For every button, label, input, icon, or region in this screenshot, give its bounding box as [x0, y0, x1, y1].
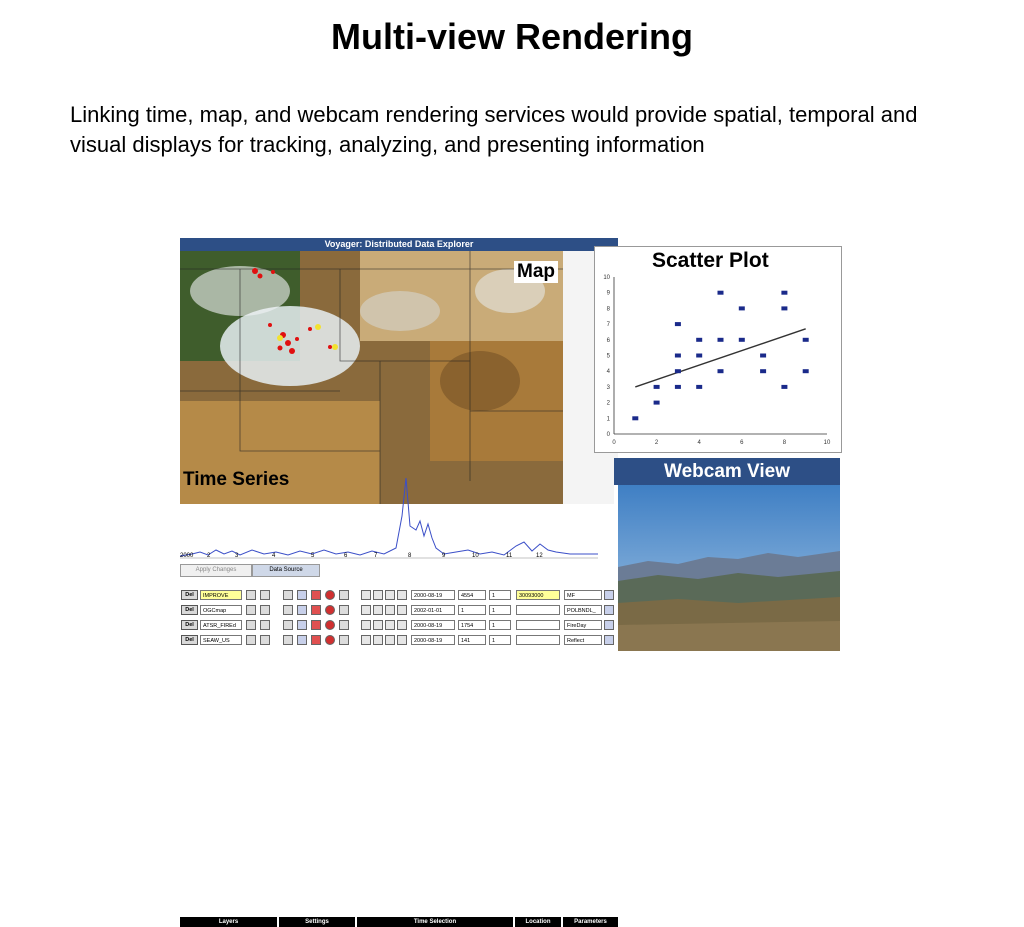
scatter-y-tick-label: 0 [606, 432, 610, 438]
scatter-trendline [635, 329, 805, 387]
refresh-icon[interactable] [604, 590, 614, 600]
layer-row [180, 604, 618, 617]
count-field[interactable]: 4554 [458, 590, 486, 600]
location-header: Location [515, 917, 561, 927]
previous-frame-icon[interactable] [373, 620, 383, 630]
parameter-field[interactable]: Reflect [564, 635, 602, 645]
move-up-icon[interactable] [246, 590, 256, 600]
scatter-y-tick-label: 9 [606, 290, 610, 297]
scatter-point [632, 416, 638, 420]
scatter-x-tick-label: 4 [697, 440, 701, 446]
scatter-y-tick-label: 5 [606, 353, 610, 360]
marker-style-icon[interactable] [325, 590, 335, 600]
color-swatch-icon[interactable] [311, 635, 321, 645]
scatter-y-tick-label: 1 [606, 416, 610, 423]
scatter-point [760, 369, 766, 373]
slide-body-text: Linking time, map, and webcam rendering services would provide spatial, temporal and visual displays for tracking, analyzing, and presenting information [70, 102, 918, 157]
count-field[interactable]: 1 [458, 605, 486, 615]
scatter-point [760, 354, 766, 358]
layer-row [180, 634, 618, 647]
scatter-point [739, 306, 745, 310]
scatter-x-tick-label: 10 [823, 440, 831, 446]
date-field[interactable]: 2000-08-19 [411, 620, 455, 630]
date-field[interactable]: 2000-08-19 [411, 635, 455, 645]
scatter-point [718, 338, 724, 342]
date-field[interactable]: 2002-01-01 [411, 605, 455, 615]
info-icon[interactable] [339, 620, 349, 630]
marker-style-icon[interactable] [325, 620, 335, 630]
scatter-x-tick-label: 2 [654, 440, 659, 446]
info-icon[interactable] [339, 635, 349, 645]
time-series-label: Time Series [183, 469, 290, 490]
layer-name-field[interactable]: OGCmap [200, 605, 242, 615]
data-source-tab[interactable]: Data Source [252, 564, 320, 577]
scatter-point [781, 385, 787, 389]
refresh-icon[interactable] [604, 620, 614, 630]
time-series-tick-label: 7 [374, 553, 378, 559]
color-swatch-icon[interactable] [311, 590, 321, 600]
info-icon[interactable] [339, 590, 349, 600]
delete-layer-button[interactable]: Del [181, 620, 198, 630]
parameter-field[interactable]: MF [564, 590, 602, 600]
move-down-icon[interactable] [260, 620, 270, 630]
scatter-plot[interactable] [595, 247, 841, 452]
webcam-title: Webcam View [614, 458, 840, 485]
previous-frame-icon[interactable] [373, 605, 383, 615]
visibility-checkbox[interactable] [283, 605, 293, 615]
scatter-point [739, 338, 745, 342]
layer-name-field[interactable]: SEAW_US [200, 635, 242, 645]
webcam-image [618, 485, 840, 651]
layer-name-field[interactable]: IMPROVE [200, 590, 242, 600]
move-up-icon[interactable] [246, 635, 256, 645]
layers-header: Layers [180, 917, 277, 927]
count-field[interactable]: 141 [458, 635, 486, 645]
time-series-tick-label: 5 [311, 553, 315, 559]
step-field[interactable]: 1 [489, 620, 511, 630]
scatter-y-tick-label: 6 [606, 337, 610, 344]
scatter-point [781, 291, 787, 295]
previous-frame-icon[interactable] [373, 590, 383, 600]
parameter-field[interactable]: FireDay [564, 620, 602, 630]
time-series-tick-row [180, 553, 598, 563]
delete-layer-button[interactable]: Del [181, 590, 198, 600]
scatter-y-tick-label: 10 [603, 275, 610, 281]
refresh-icon[interactable] [604, 635, 614, 645]
scatter-plot-panel [594, 246, 842, 453]
delete-layer-button[interactable]: Del [181, 605, 198, 615]
visibility-checkbox[interactable] [283, 590, 293, 600]
time-series-tick-label: 10 [472, 553, 479, 559]
view-eye-icon[interactable] [297, 605, 307, 615]
step-field[interactable]: 1 [489, 635, 511, 645]
map-label: Map [514, 261, 558, 283]
next-frame-icon[interactable] [385, 590, 395, 600]
scatter-x-tick-label: 0 [612, 440, 616, 446]
scatter-point [675, 385, 681, 389]
last-frame-icon[interactable] [397, 620, 407, 630]
scatter-point [654, 385, 660, 389]
view-eye-icon[interactable] [297, 590, 307, 600]
color-swatch-icon[interactable] [311, 605, 321, 615]
scatter-x-tick-label: 6 [740, 440, 744, 446]
layer-name-field[interactable]: ATSR_FIREd [200, 620, 242, 630]
refresh-icon[interactable] [604, 605, 614, 615]
scatter-y-tick-label: 8 [606, 306, 610, 313]
control-panel [180, 577, 618, 925]
first-frame-icon[interactable] [361, 620, 371, 630]
move-down-icon[interactable] [260, 605, 270, 615]
time-series-tick-label: 9 [442, 553, 446, 559]
view-eye-icon[interactable] [297, 620, 307, 630]
last-frame-icon[interactable] [397, 590, 407, 600]
layer-row [180, 589, 618, 602]
visibility-checkbox[interactable] [283, 620, 293, 630]
move-down-icon[interactable] [260, 590, 270, 600]
step-field[interactable]: 1 [489, 605, 511, 615]
scatter-x-tick-label: 8 [782, 440, 787, 446]
time-selection-header: Time Selection [357, 917, 513, 927]
scatter-point [696, 354, 702, 358]
location-field[interactable] [516, 605, 560, 615]
scatter-point [718, 291, 724, 295]
last-frame-icon[interactable] [397, 605, 407, 615]
first-frame-icon[interactable] [361, 635, 371, 645]
view-eye-icon[interactable] [297, 635, 307, 645]
parameter-field[interactable]: POLBNDL_ [564, 605, 602, 615]
scatter-y-tick-label: 2 [606, 400, 610, 407]
marker-style-icon[interactable] [325, 605, 335, 615]
first-frame-icon[interactable] [361, 605, 371, 615]
layer-row [180, 619, 618, 632]
previous-frame-icon[interactable] [373, 635, 383, 645]
move-up-icon[interactable] [246, 605, 256, 615]
time-series-tick-label: 2000 [180, 553, 194, 559]
step-field[interactable]: 1 [489, 590, 511, 600]
scatter-point [696, 338, 702, 342]
time-series-tick-label: 2 [207, 553, 211, 559]
scatter-y-tick-label: 7 [606, 322, 610, 329]
location-field[interactable] [516, 635, 560, 645]
scatter-y-tick-label: 3 [606, 384, 610, 391]
time-series-tick-label: 11 [506, 553, 513, 559]
scatter-point [696, 385, 702, 389]
scatter-point [718, 369, 724, 373]
color-swatch-icon[interactable] [311, 620, 321, 630]
time-series-tick-label: 4 [272, 553, 276, 559]
location-field[interactable] [516, 620, 560, 630]
time-series-tick-label: 12 [536, 553, 543, 559]
scatter-y-tick-label: 4 [606, 369, 610, 376]
move-up-icon[interactable] [246, 620, 256, 630]
location-field[interactable]: 30093000 [516, 590, 560, 600]
settings-header: Settings [279, 917, 355, 927]
next-frame-icon[interactable] [385, 620, 395, 630]
scatter-point [675, 322, 681, 326]
time-series-tick-label: 3 [235, 553, 239, 559]
next-frame-icon[interactable] [385, 635, 395, 645]
visibility-checkbox[interactable] [283, 635, 293, 645]
info-icon[interactable] [339, 605, 349, 615]
scatter-point [781, 306, 787, 310]
time-series-tick-label: 6 [344, 553, 348, 559]
parameters-header: Parameters [563, 917, 618, 927]
scatter-point [675, 354, 681, 358]
first-frame-icon[interactable] [361, 590, 371, 600]
count-field[interactable]: 1754 [458, 620, 486, 630]
move-down-icon[interactable] [260, 635, 270, 645]
time-series-tick-label: 8 [408, 553, 412, 559]
delete-layer-button[interactable]: Del [181, 635, 198, 645]
date-field[interactable]: 2000-08-19 [411, 590, 455, 600]
apply-changes-tab[interactable]: Apply Changes [180, 564, 252, 577]
scatter-point [675, 369, 681, 373]
next-frame-icon[interactable] [385, 605, 395, 615]
scatter-point [803, 338, 809, 342]
voyager-title-bar: Voyager: Distributed Data Explorer [180, 238, 618, 251]
slide-title: Multi-view Rendering [330, 16, 694, 57]
scatter-point [654, 401, 660, 405]
scatter-point [803, 369, 809, 373]
last-frame-icon[interactable] [397, 635, 407, 645]
marker-style-icon[interactable] [325, 635, 335, 645]
scatter-plot-title: Scatter Plot [652, 249, 769, 272]
webcam-panel [614, 458, 840, 651]
